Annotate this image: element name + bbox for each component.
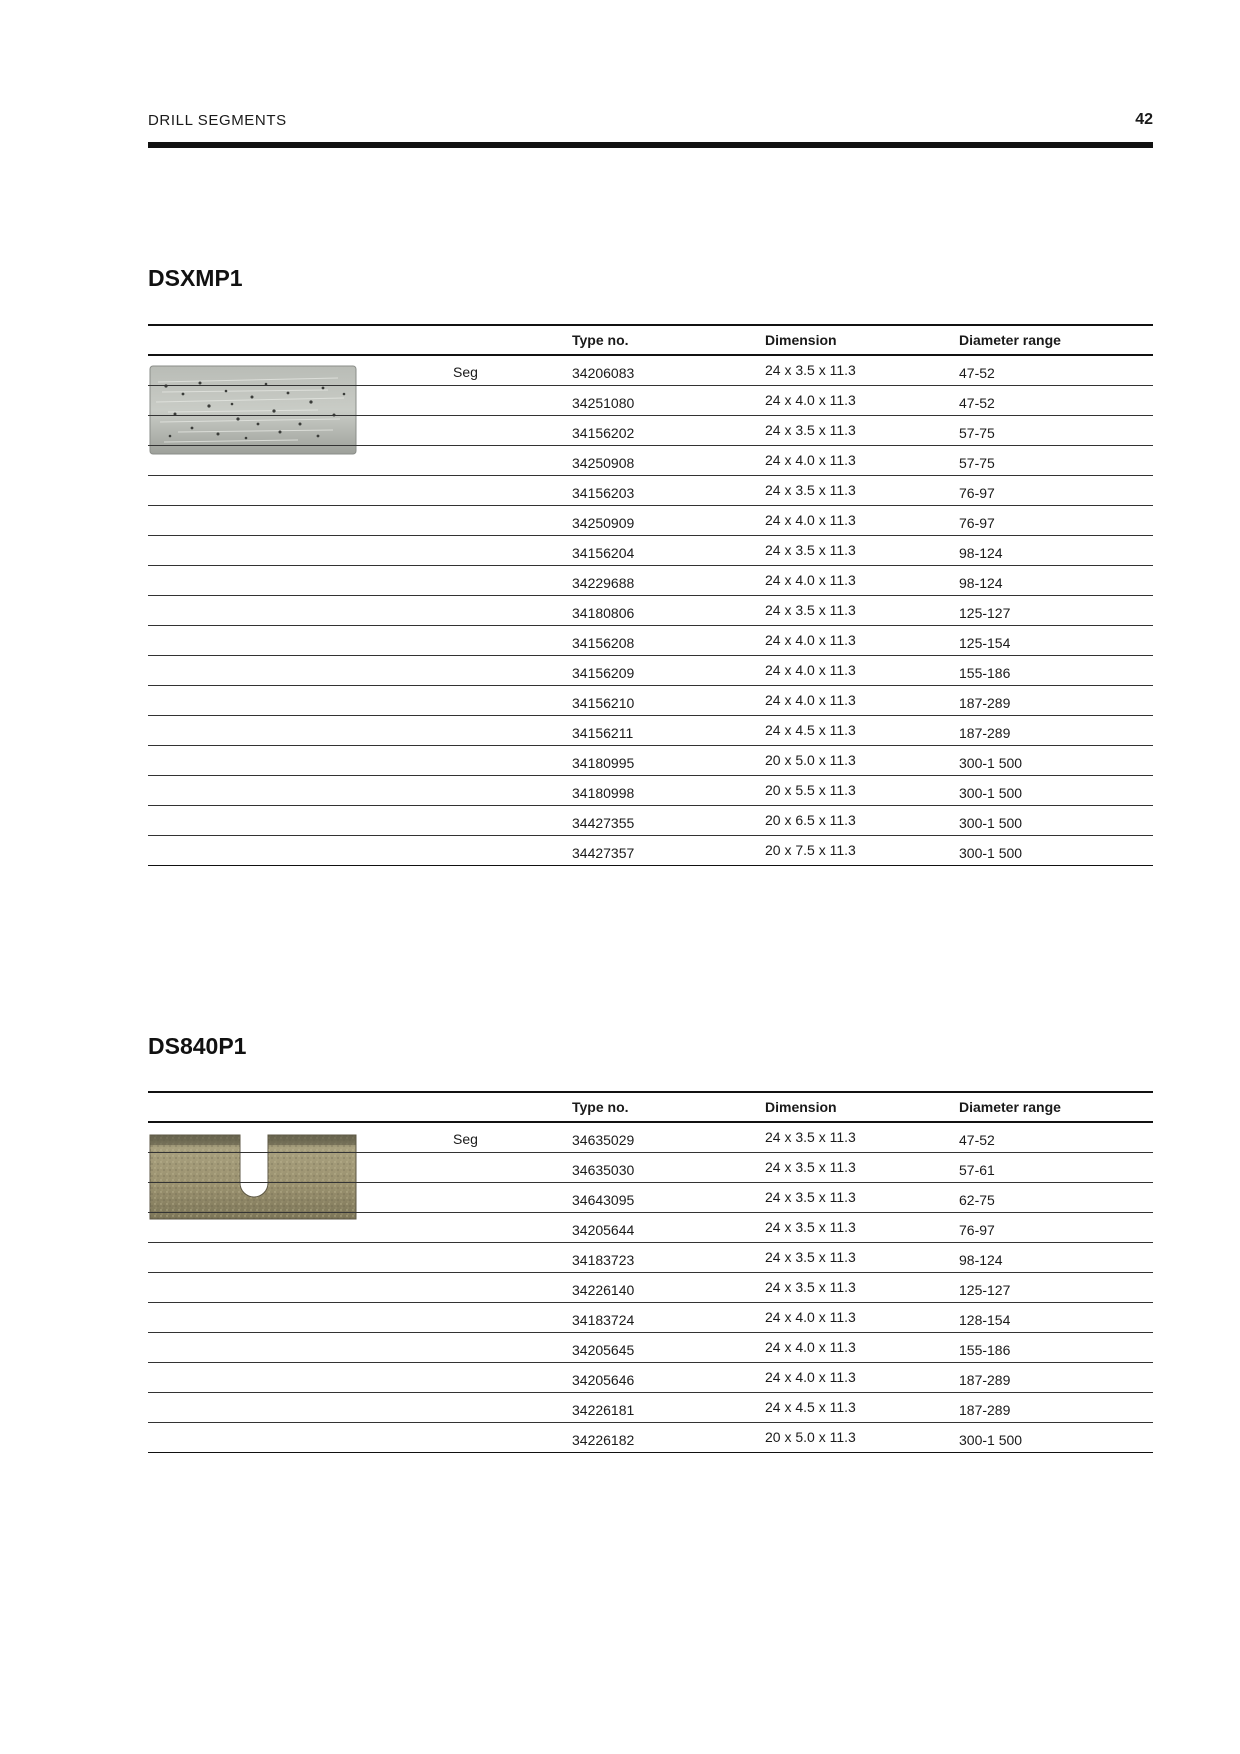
dimension-cell: 20 x 7.5 x 11.3: [765, 842, 856, 858]
type-no-cell: 34183724: [572, 1312, 635, 1328]
table-row: [148, 536, 1153, 566]
table-row: [148, 806, 1153, 836]
diameter-range-cell: 155-186: [959, 665, 1011, 681]
type-no-cell: 34156211: [572, 725, 634, 741]
table-rows: [148, 1123, 1153, 1453]
diameter-range-cell: 47-52: [959, 1132, 995, 1148]
dimension-cell: 24 x 3.5 x 11.3: [765, 422, 856, 438]
table-top-rule: [148, 1091, 1153, 1093]
type-no-cell: 34156208: [572, 635, 635, 651]
table-row: [148, 1183, 1153, 1213]
section-title: DRILL SEGMENTS: [148, 112, 287, 129]
diameter-range-cell: 300-1 500: [959, 755, 1023, 771]
dimension-cell: 24 x 4.0 x 11.3: [765, 1369, 856, 1385]
table-row: [148, 1153, 1153, 1183]
type-no-cell: 34427355: [572, 815, 635, 831]
type-no-cell: 34229688: [572, 575, 635, 591]
table-row: [148, 386, 1153, 416]
diameter-range-cell: 98-124: [959, 575, 1003, 591]
table-row: [148, 776, 1153, 806]
dimension-cell: 24 x 4.0 x 11.3: [765, 1339, 856, 1355]
dimension-cell: 24 x 3.5 x 11.3: [765, 1249, 856, 1265]
column-header-diameter-range: Diameter range: [959, 332, 1061, 348]
diameter-range-cell: 47-52: [959, 395, 995, 411]
table-row: [148, 476, 1153, 506]
table-row: [148, 506, 1153, 536]
diameter-range-cell: 125-154: [959, 635, 1011, 651]
diameter-range-cell: 155-186: [959, 1342, 1011, 1358]
type-no-cell: 34205645: [572, 1342, 635, 1358]
dimension-cell: 24 x 4.0 x 11.3: [765, 692, 856, 708]
dimension-cell: 24 x 4.0 x 11.3: [765, 572, 856, 588]
column-header-type-no: Type no.: [572, 1099, 629, 1115]
diameter-range-cell: 187-289: [959, 1402, 1011, 1418]
dimension-cell: 24 x 4.5 x 11.3: [765, 722, 856, 738]
table-row: [148, 1273, 1153, 1303]
dimension-cell: 20 x 5.0 x 11.3: [765, 1429, 856, 1445]
diameter-range-cell: 57-61: [959, 1162, 995, 1178]
type-no-cell: 34183723: [572, 1252, 635, 1268]
type-no-cell: 34156203: [572, 485, 635, 501]
type-no-cell: 34205644: [572, 1222, 635, 1238]
dimension-cell: 24 x 3.5 x 11.3: [765, 362, 856, 378]
type-no-cell: 34156209: [572, 665, 635, 681]
table-row: [148, 1393, 1153, 1423]
table-row: [148, 416, 1153, 446]
column-header-type-no: Type no.: [572, 332, 629, 348]
table-row: [148, 566, 1153, 596]
diameter-range-cell: 187-289: [959, 695, 1011, 711]
table-row: [148, 686, 1153, 716]
header-rule: [148, 142, 1153, 148]
table-row: [148, 596, 1153, 626]
diameter-range-cell: 62-75: [959, 1192, 995, 1208]
table-row: [148, 356, 1153, 386]
table-row: [148, 656, 1153, 686]
column-header-diameter-range: Diameter range: [959, 1099, 1061, 1115]
column-header-dimension: Dimension: [765, 1099, 837, 1115]
dimension-cell: 24 x 4.0 x 11.3: [765, 392, 856, 408]
diameter-range-cell: 300-1 500: [959, 1432, 1023, 1448]
type-no-cell: 34180998: [572, 785, 635, 801]
diameter-range-cell: 57-75: [959, 455, 995, 471]
diameter-range-cell: 76-97: [959, 1222, 995, 1238]
table-row: [148, 1213, 1153, 1243]
diameter-range-cell: 187-289: [959, 725, 1011, 741]
table-row: [148, 1243, 1153, 1273]
dimension-cell: 24 x 4.0 x 11.3: [765, 452, 856, 468]
dimension-cell: 24 x 3.5 x 11.3: [765, 1159, 856, 1175]
dimension-cell: 24 x 4.0 x 11.3: [765, 1309, 856, 1325]
type-no-cell: 34427357: [572, 845, 635, 861]
diameter-range-cell: 300-1 500: [959, 845, 1023, 861]
dimension-cell: 24 x 3.5 x 11.3: [765, 1219, 856, 1235]
table-row: [148, 1363, 1153, 1393]
table-row: [148, 1123, 1153, 1153]
dimension-cell: 24 x 3.5 x 11.3: [765, 1129, 856, 1145]
type-no-cell: 34156204: [572, 545, 635, 561]
dimension-cell: 24 x 4.0 x 11.3: [765, 632, 856, 648]
type-no-cell: 34226140: [572, 1282, 635, 1298]
dimension-cell: 20 x 5.5 x 11.3: [765, 782, 856, 798]
type-no-cell: 34635029: [572, 1132, 635, 1148]
dimension-cell: 20 x 6.5 x 11.3: [765, 812, 856, 828]
type-no-cell: 34180806: [572, 605, 635, 621]
table-top-rule: [148, 324, 1153, 326]
diameter-range-cell: 187-289: [959, 1372, 1011, 1388]
type-no-cell: 34643095: [572, 1192, 635, 1208]
table-row: [148, 1303, 1153, 1333]
dimension-cell: 24 x 4.5 x 11.3: [765, 1399, 856, 1415]
dimension-cell: 20 x 5.0 x 11.3: [765, 752, 856, 768]
product-title: DS840P1: [148, 1033, 247, 1059]
type-no-cell: 34205646: [572, 1372, 635, 1388]
type-no-cell: 34156202: [572, 425, 635, 441]
table-row: [148, 836, 1153, 866]
seg-label: Seg: [453, 1131, 478, 1147]
product-title: DSXMP1: [148, 265, 243, 291]
diameter-range-cell: 125-127: [959, 605, 1011, 621]
dimension-cell: 24 x 3.5 x 11.3: [765, 542, 856, 558]
diameter-range-cell: 98-124: [959, 1252, 1003, 1268]
table-row: [148, 626, 1153, 656]
table-row: [148, 746, 1153, 776]
diameter-range-cell: 76-97: [959, 485, 995, 501]
dimension-cell: 24 x 4.0 x 11.3: [765, 512, 856, 528]
type-no-cell: 34250909: [572, 515, 635, 531]
diameter-range-cell: 47-52: [959, 365, 995, 381]
diameter-range-cell: 76-97: [959, 515, 995, 531]
page-number: 42: [1135, 111, 1153, 128]
type-no-cell: 34226181: [572, 1402, 635, 1418]
type-no-cell: 34180995: [572, 755, 635, 771]
type-no-cell: 34206083: [572, 365, 635, 381]
dimension-cell: 24 x 4.0 x 11.3: [765, 662, 856, 678]
type-no-cell: 34156210: [572, 695, 635, 711]
diameter-range-cell: 125-127: [959, 1282, 1011, 1298]
diameter-range-cell: 98-124: [959, 545, 1003, 561]
table-row: [148, 716, 1153, 746]
dimension-cell: 24 x 3.5 x 11.3: [765, 1189, 856, 1205]
diameter-range-cell: 57-75: [959, 425, 995, 441]
dimension-cell: 24 x 3.5 x 11.3: [765, 1279, 856, 1295]
seg-label: Seg: [453, 364, 478, 380]
type-no-cell: 34250908: [572, 455, 635, 471]
dimension-cell: 24 x 3.5 x 11.3: [765, 602, 856, 618]
page-header: [148, 112, 1153, 134]
diameter-range-cell: 300-1 500: [959, 785, 1023, 801]
diameter-range-cell: 300-1 500: [959, 815, 1023, 831]
type-no-cell: 34226182: [572, 1432, 635, 1448]
column-header-dimension: Dimension: [765, 332, 837, 348]
table-rows: [148, 356, 1153, 866]
table-row: [148, 446, 1153, 476]
type-no-cell: 34635030: [572, 1162, 635, 1178]
table-row: [148, 1423, 1153, 1453]
table-row: [148, 1333, 1153, 1363]
diameter-range-cell: 128-154: [959, 1312, 1011, 1328]
type-no-cell: 34251080: [572, 395, 635, 411]
dimension-cell: 24 x 3.5 x 11.3: [765, 482, 856, 498]
